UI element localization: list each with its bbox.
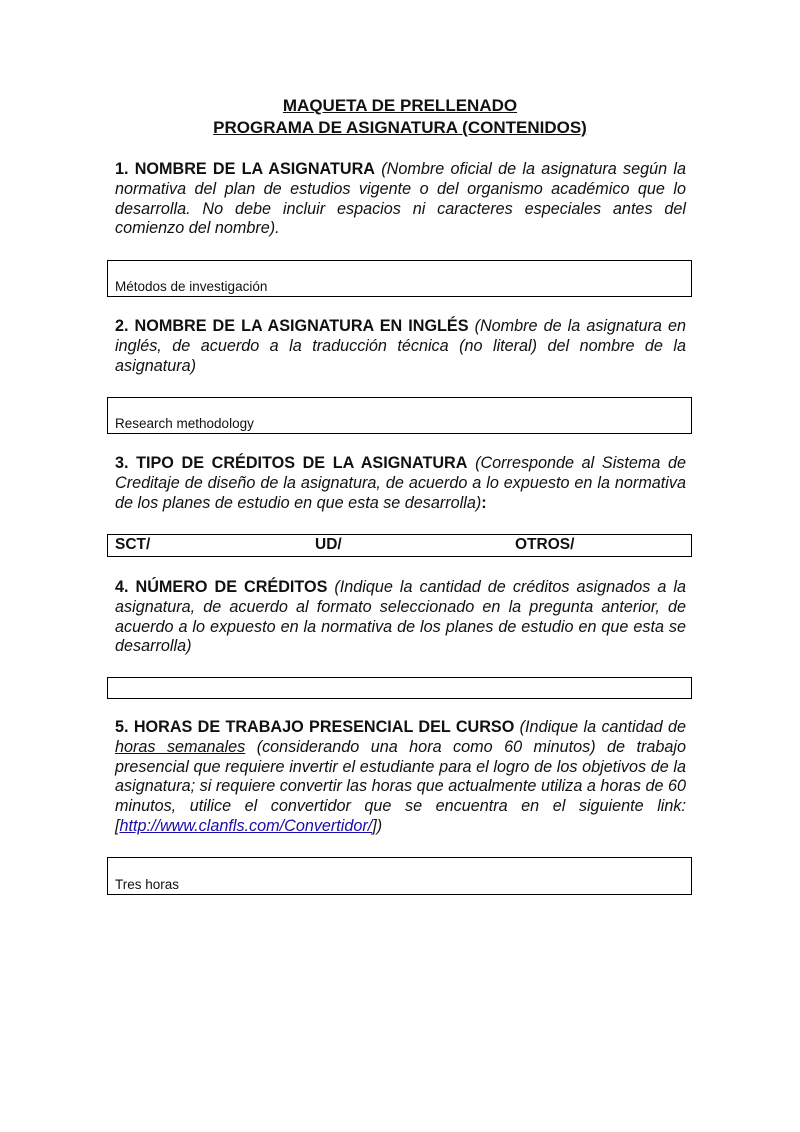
section-1-heading: 1. NOMBRE DE LA ASIGNATURA bbox=[115, 160, 376, 178]
section-1-answer-box[interactable] bbox=[107, 260, 692, 297]
section-1-description: (Nombre oficial de la asignatura según la normativa del plan de estudios vigente o del organismo académico que lo desarrolla. No debe incluir espacios ni caracteres especiales antes del comienzo del nombre). bbox=[115, 160, 686, 238]
section-2-heading: 2. NOMBRE DE LA ASIGNATURA EN INGLÉS bbox=[115, 317, 469, 335]
section-3-suffix: : bbox=[481, 493, 487, 512]
section-4-heading: 4. NÚMERO DE CRÉDITOS bbox=[115, 578, 328, 596]
section-4-text bbox=[115, 578, 686, 657]
credit-type-sct[interactable]: SCT/ bbox=[115, 536, 151, 553]
section-5-description-part2: (considerando una hora como 60 minutos) de trabajo presencial que requiere invertir el estudiante para el logro de los objetivos de la asignatura; si requiere convertir las horas que actualmente utiliza a horas de 60 minutos, utilice el convertidor que se encuentra en el siguiente link: [ bbox=[115, 737, 686, 835]
section-5-answer-box[interactable] bbox=[107, 857, 692, 895]
credit-type-ud[interactable]: UD/ bbox=[315, 536, 342, 553]
section-1-text bbox=[115, 160, 686, 239]
section-3-description: (Corresponde al Sistema de Creditaje de diseño de la asignatura, de acuerdo a lo expuesto en la normativa de los planes de estudio en que esta se desarrolla) bbox=[115, 454, 687, 512]
section-5-description-part3: ]) bbox=[372, 816, 383, 835]
convertidor-link[interactable]: http://www.clanfls.com/Convertidor/ bbox=[119, 816, 373, 835]
section-5-description-underlined: horas semanales bbox=[115, 737, 246, 756]
section-2-description: (Nombre de la asignatura en inglés, de acuerdo a la traducción técnica (no literal) del nombre de la asignatura) bbox=[115, 317, 686, 375]
section-1-answer: Métodos de investigación bbox=[115, 279, 268, 294]
section-5-heading: 5. HORAS DE TRABAJO PRESENCIAL DEL CURSO bbox=[115, 718, 515, 736]
section-5-description-part1: (Indique la cantidad de bbox=[519, 718, 686, 736]
section-4-description: (Indique la cantidad de créditos asignados a la asignatura, de acuerdo al formato seleccionado en la pregunta anterior, de acuerdo a lo expuesto en la normativa de los planes de estudio en que esta se desarrolla) bbox=[115, 578, 686, 656]
section-4-answer-box[interactable] bbox=[107, 677, 692, 699]
section-3-text bbox=[115, 454, 686, 513]
credit-type-otros[interactable]: OTROS/ bbox=[515, 536, 575, 553]
section-2-answer: Research methodology bbox=[115, 416, 254, 431]
section-3-heading: 3. TIPO DE CRÉDITOS DE LA ASIGNATURA bbox=[115, 454, 468, 472]
section-5-text bbox=[115, 718, 686, 837]
section-5-answer: Tres horas bbox=[115, 877, 180, 892]
section-3-credits-box[interactable] bbox=[107, 534, 692, 557]
page-title-line1: MAQUETA DE PRELLENADO bbox=[282, 96, 518, 115]
page-title-line2: PROGRAMA DE ASIGNATURA (CONTENIDOS) bbox=[213, 118, 587, 137]
section-2-text bbox=[115, 317, 686, 376]
section-2-answer-box[interactable] bbox=[107, 397, 692, 434]
